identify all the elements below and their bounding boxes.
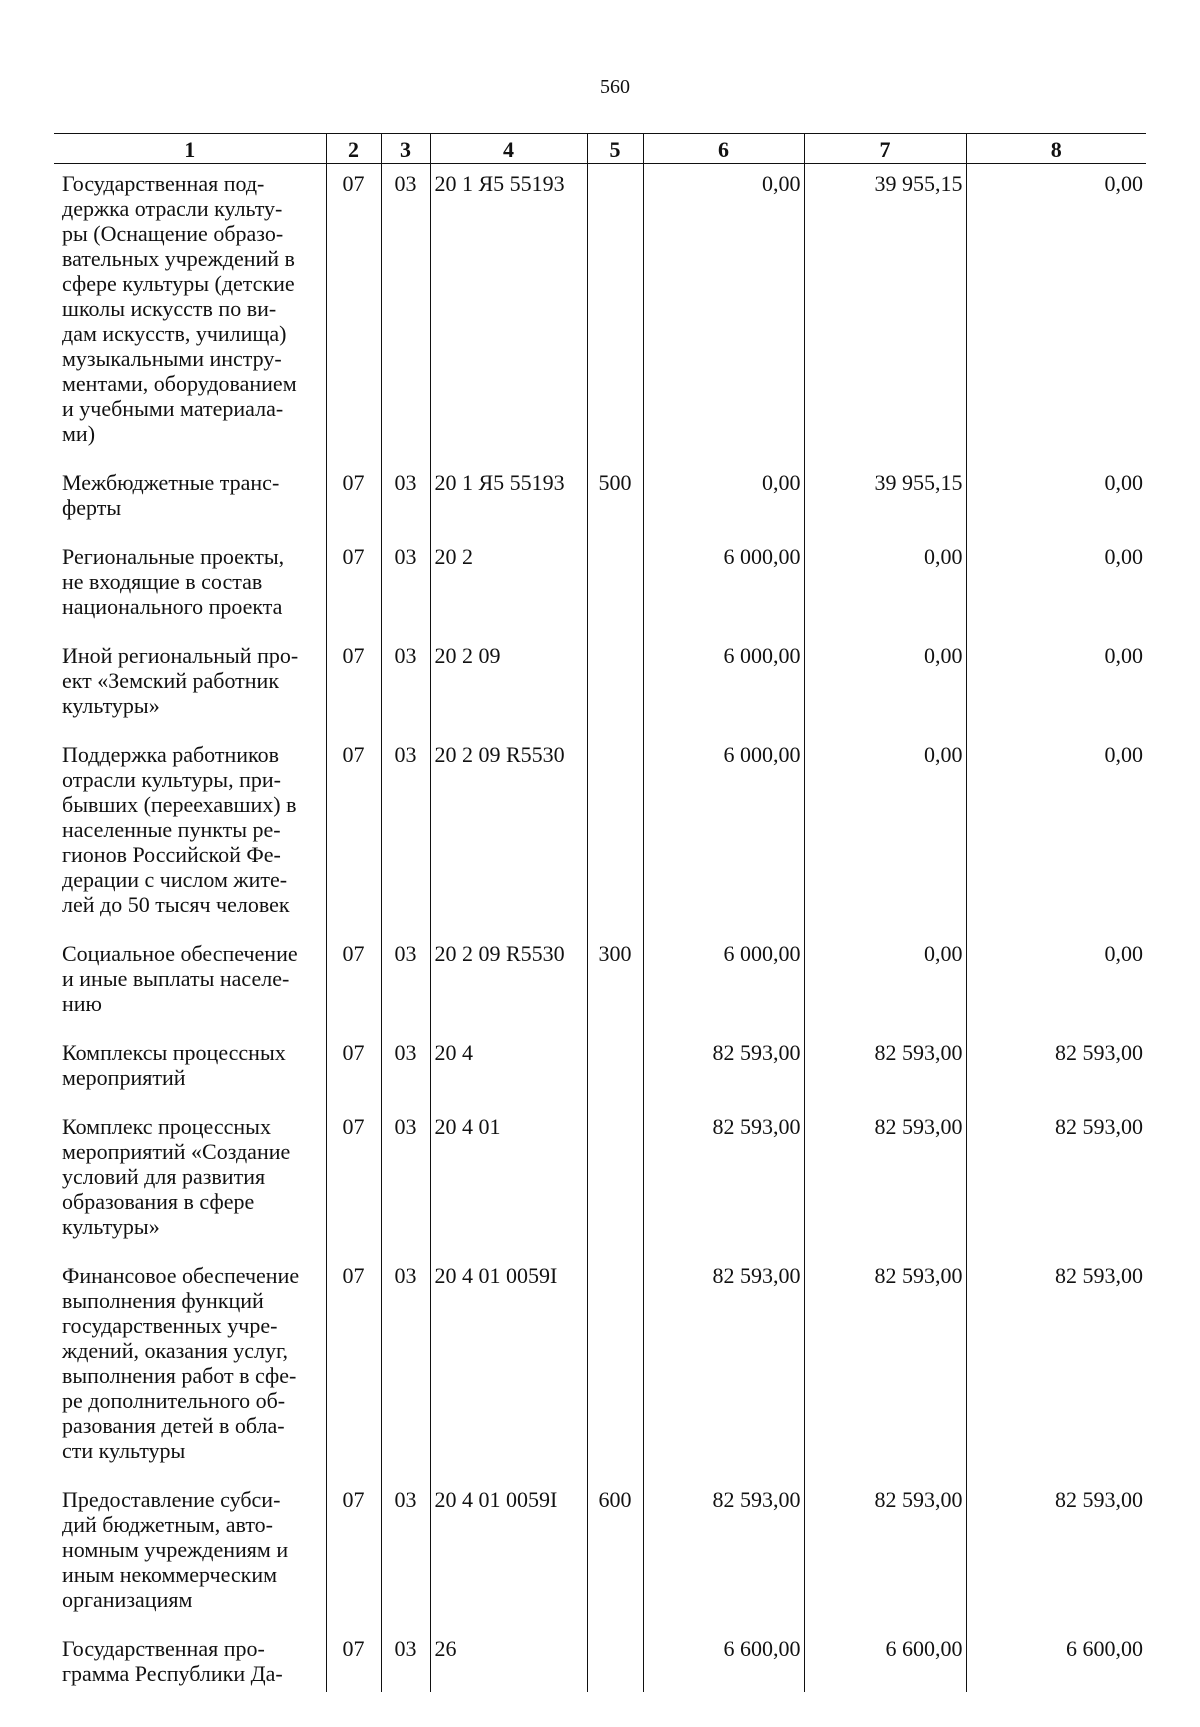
amount-col-7: 0,00: [804, 633, 966, 732]
target-article-code: 20 1 Я5 55193: [430, 164, 587, 461]
table-row: [54, 1477, 1146, 1626]
target-article-code: 20 4: [430, 1030, 587, 1104]
amount-col-7: 0,00: [804, 931, 966, 1030]
section-code: 07: [326, 164, 381, 461]
subsection-code: 03: [381, 732, 430, 931]
amount-col-8: 82 593,00: [966, 1253, 1146, 1477]
target-article-code: 20 1 Я5 55193: [430, 460, 587, 534]
subsection-code: 03: [381, 1626, 430, 1692]
column-header-4: 4: [430, 134, 587, 164]
amount-col-6: 6 000,00: [643, 534, 804, 633]
expense-type-code: 500: [587, 460, 643, 534]
section-code: 07: [326, 1477, 381, 1626]
expense-type-code: [587, 1626, 643, 1692]
expense-type-code: [587, 534, 643, 633]
target-article-code: 26: [430, 1626, 587, 1692]
amount-col-8: 6 600,00: [966, 1626, 1146, 1692]
table-row: [54, 1030, 1146, 1104]
expense-type-code: [587, 164, 643, 461]
amount-col-8: 0,00: [966, 534, 1146, 633]
amount-col-8: 82 593,00: [966, 1030, 1146, 1104]
page-number: 560: [600, 76, 630, 98]
section-code: 07: [326, 534, 381, 633]
section-code: 07: [326, 633, 381, 732]
table-row: [54, 164, 1146, 461]
expense-type-code: 300: [587, 931, 643, 1030]
row-name: Государственная под- держка отрасли культу- ры (Оснащение образо- вательных учреждений в сфере культуры (детские школы искусств по ви- дам искусств, училища) музыкальными инстру- ментами, оборудованием и учебными материала- ми): [62, 171, 297, 446]
table-row: [54, 732, 1146, 931]
target-article-code: 20 4 01: [430, 1104, 587, 1253]
target-article-code: 20 4 01 0059I: [430, 1477, 587, 1626]
column-header-7: 7: [804, 134, 966, 164]
amount-col-6: 6 000,00: [643, 732, 804, 931]
section-code: 07: [326, 931, 381, 1030]
amount-col-7: 39 955,15: [804, 460, 966, 534]
amount-col-6: 6 600,00: [643, 1626, 804, 1692]
target-article-code: 20 2 09: [430, 633, 587, 732]
table-body: [54, 164, 1146, 1693]
expense-type-code: [587, 732, 643, 931]
subsection-code: 03: [381, 633, 430, 732]
subsection-code: 03: [381, 1477, 430, 1626]
expense-type-code: [587, 633, 643, 732]
subsection-code: 03: [381, 534, 430, 633]
section-code: 07: [326, 1253, 381, 1477]
amount-col-7: 0,00: [804, 732, 966, 931]
subsection-code: 03: [381, 1030, 430, 1104]
table-header: [54, 134, 1146, 164]
expense-type-code: 600: [587, 1477, 643, 1626]
table-row: [54, 1626, 1146, 1692]
column-header-3: 3: [381, 134, 430, 164]
amount-col-7: 0,00: [804, 534, 966, 633]
row-name: Комплекс процессных мероприятий «Создание условий для развития образования в сфере культуры»: [62, 1114, 291, 1239]
expense-type-code: [587, 1030, 643, 1104]
column-header-2: 2: [326, 134, 381, 164]
table-row: [54, 1253, 1146, 1477]
section-code: 07: [326, 1626, 381, 1692]
amount-col-7: 82 593,00: [804, 1253, 966, 1477]
column-header-8: 8: [966, 134, 1146, 164]
row-name: Финансовое обеспечение выполнения функций государственных учре- ждений, оказания услуг, выполнения работ в сфе- ре дополнительного об- разования детей в обла- сти культуры: [62, 1263, 300, 1463]
amount-col-8: 82 593,00: [966, 1104, 1146, 1253]
subsection-code: 03: [381, 164, 430, 461]
expense-type-code: [587, 1253, 643, 1477]
amount-col-6: 82 593,00: [643, 1104, 804, 1253]
amount-col-6: 82 593,00: [643, 1477, 804, 1626]
header-row: [54, 134, 1146, 164]
target-article-code: 20 2 09 R5530: [430, 732, 587, 931]
row-name: Иной региональный про- ект «Земский работник культуры»: [62, 643, 299, 718]
table-row: [54, 534, 1146, 633]
section-code: 07: [326, 460, 381, 534]
amount-col-8: 0,00: [966, 931, 1146, 1030]
table-row: [54, 460, 1146, 534]
amount-col-6: 6 000,00: [643, 633, 804, 732]
amount-col-7: 39 955,15: [804, 164, 966, 461]
target-article-code: 20 4 01 0059I: [430, 1253, 587, 1477]
section-code: 07: [326, 1030, 381, 1104]
target-article-code: 20 2 09 R5530: [430, 931, 587, 1030]
row-name: Комплексы процессных мероприятий: [62, 1040, 286, 1090]
subsection-code: 03: [381, 460, 430, 534]
expense-type-code: [587, 1104, 643, 1253]
row-name: Поддержка работников отрасли культуры, при- бывших (переехавших) в населенные пункты ре- гионов Российской Фе- дерации с числом жите- лей до 50 тысяч человек: [62, 742, 297, 917]
table-row: [54, 931, 1146, 1030]
column-header-5: 5: [587, 134, 643, 164]
amount-col-7: 82 593,00: [804, 1030, 966, 1104]
amount-col-6: 0,00: [643, 164, 804, 461]
row-name: Межбюджетные транс- ферты: [62, 470, 280, 520]
row-name: Государственная про- грамма Республики Да-: [62, 1636, 283, 1686]
column-header-6: 6: [643, 134, 804, 164]
section-code: 07: [326, 1104, 381, 1253]
amount-col-6: 82 593,00: [643, 1030, 804, 1104]
subsection-code: 03: [381, 1253, 430, 1477]
amount-col-6: 6 000,00: [643, 931, 804, 1030]
subsection-code: 03: [381, 1104, 430, 1253]
amount-col-7: 6 600,00: [804, 1626, 966, 1692]
amount-col-6: 0,00: [643, 460, 804, 534]
amount-col-7: 82 593,00: [804, 1477, 966, 1626]
amount-col-6: 82 593,00: [643, 1253, 804, 1477]
amount-col-8: 0,00: [966, 460, 1146, 534]
amount-col-8: 0,00: [966, 732, 1146, 931]
column-header-1: 1: [54, 134, 326, 164]
amount-col-8: 82 593,00: [966, 1477, 1146, 1626]
section-code: 07: [326, 732, 381, 931]
budget-table: [54, 133, 1146, 1692]
target-article-code: 20 2: [430, 534, 587, 633]
amount-col-8: 0,00: [966, 164, 1146, 461]
subsection-code: 03: [381, 931, 430, 1030]
amount-col-7: 82 593,00: [804, 1104, 966, 1253]
row-name: Социальное обеспечение и иные выплаты населе- нию: [62, 941, 298, 1016]
row-name: Региональные проекты, не входящие в состав национального проекта: [62, 544, 285, 619]
amount-col-8: 0,00: [966, 633, 1146, 732]
table-row: [54, 633, 1146, 732]
table-row: [54, 1104, 1146, 1253]
row-name: Предоставление субси- дий бюджетным, авто- номным учреждениям и иным некоммерческим организациям: [62, 1487, 289, 1612]
